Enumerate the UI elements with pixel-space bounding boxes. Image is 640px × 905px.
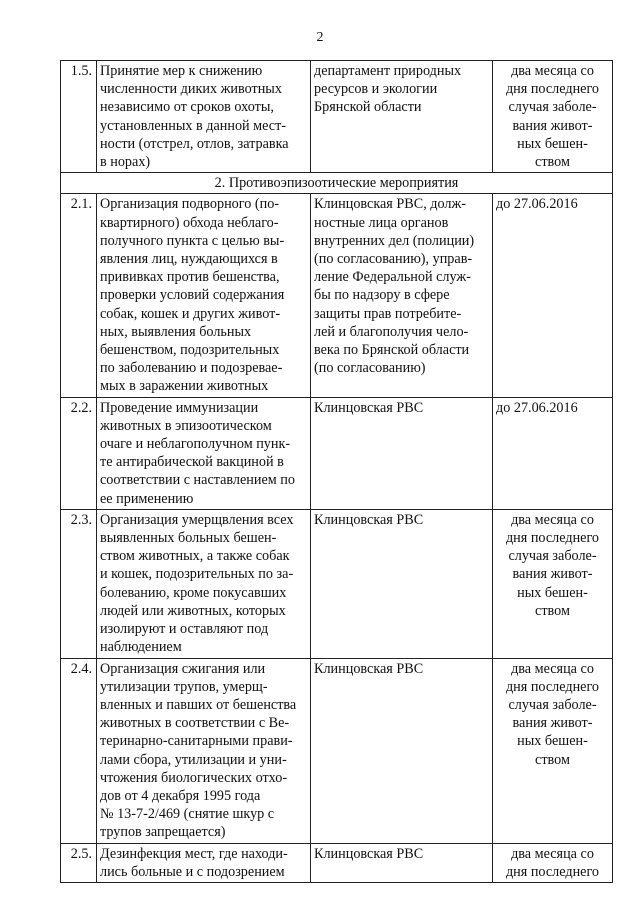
table-row	[61, 509, 613, 658]
table-row	[61, 397, 613, 509]
row-number: 2.4.	[61, 658, 97, 843]
row-term: два месяца со дня последнего случая заболе- вания живот- ных бешен- ством	[493, 61, 613, 173]
row-term: два месяца со дня последнего	[493, 843, 613, 882]
table-row	[61, 194, 613, 397]
section-header-row	[61, 173, 613, 194]
table-row	[61, 843, 613, 882]
section-title: 2. Противоэпизоотические мероприятия	[61, 173, 613, 194]
row-term: до 27.06.2016	[493, 397, 613, 509]
row-number: 2.3.	[61, 509, 97, 658]
row-executor: Клинцовская РВС, долж- ностные лица органов внутренних дел (полиции) (по согласованию), управ- ление Федеральной служ- бы по надзору в сфере защиты прав потребите- лей и благополучия чело- века по Брянской области (по согласованию)	[311, 194, 493, 397]
row-term: два месяца со дня последнего случая заболе- вания живот- ных бешен- ством	[493, 509, 613, 658]
page-number: 2	[316, 30, 324, 45]
row-term: два месяца со дня последнего случая заболе- вания живот- ных бешен- ством	[493, 658, 613, 843]
row-action: Организация умерщвления всех выявленных больных бешен- ством животных, а также собак и кошек, подозрительных по за- болеванию, кроме покусавших людей или животных, которых изолируют и оставляют под наблюдением	[97, 509, 311, 658]
row-executor: Клинцовская РВС	[311, 843, 493, 882]
row-executor: Клинцовская РВС	[311, 658, 493, 843]
row-number: 2.5.	[61, 843, 97, 882]
table-row	[61, 61, 613, 173]
row-executor: департамент природных ресурсов и экологии Брянской области	[311, 61, 493, 173]
row-executor: Клинцовская РВС	[311, 397, 493, 509]
table-row	[61, 658, 613, 843]
row-number: 2.2.	[61, 397, 97, 509]
measures-table	[60, 60, 613, 883]
row-number: 2.1.	[61, 194, 97, 397]
row-action: Дезинфекция мест, где находи- лись больные и с подозрением	[97, 843, 311, 882]
row-number: 1.5.	[61, 61, 97, 173]
row-action: Организация подворного (по- квартирного) обхода неблаго- получного пункта с целью вы- явления лиц, нуждающихся в прививках против бешенства, проверки условий содержания собак, кошек и других живот- ных, выявления больных бешенством, подозрительных по заболеванию и подозревае- мых в заражении животных	[97, 194, 311, 397]
row-executor: Клинцовская РВС	[311, 509, 493, 658]
row-action: Проведение иммунизации животных в эпизоотическом очаге и неблагополучном пунк- те антирабической вакциной в соответствии с наставлением по ее применению	[97, 397, 311, 509]
row-action: Организация сжигания или утилизации трупов, умерщ- вленных и павших от бешенства животных в соответствии с Ве- теринарно-санитарными прави- лами сбора, утилизации и уни- чтожения биологических отхо- дов от 4 декабря 1995 года № 13-7-2/469 (снятие шкур с трупов запрещается)	[97, 658, 311, 843]
row-term: до 27.06.2016	[493, 194, 613, 397]
row-action: Принятие мер к снижению численности диких животных независимо от сроков охоты, установленных в данной мест- ности (отстрел, отлов, затравка в норах)	[97, 61, 311, 173]
